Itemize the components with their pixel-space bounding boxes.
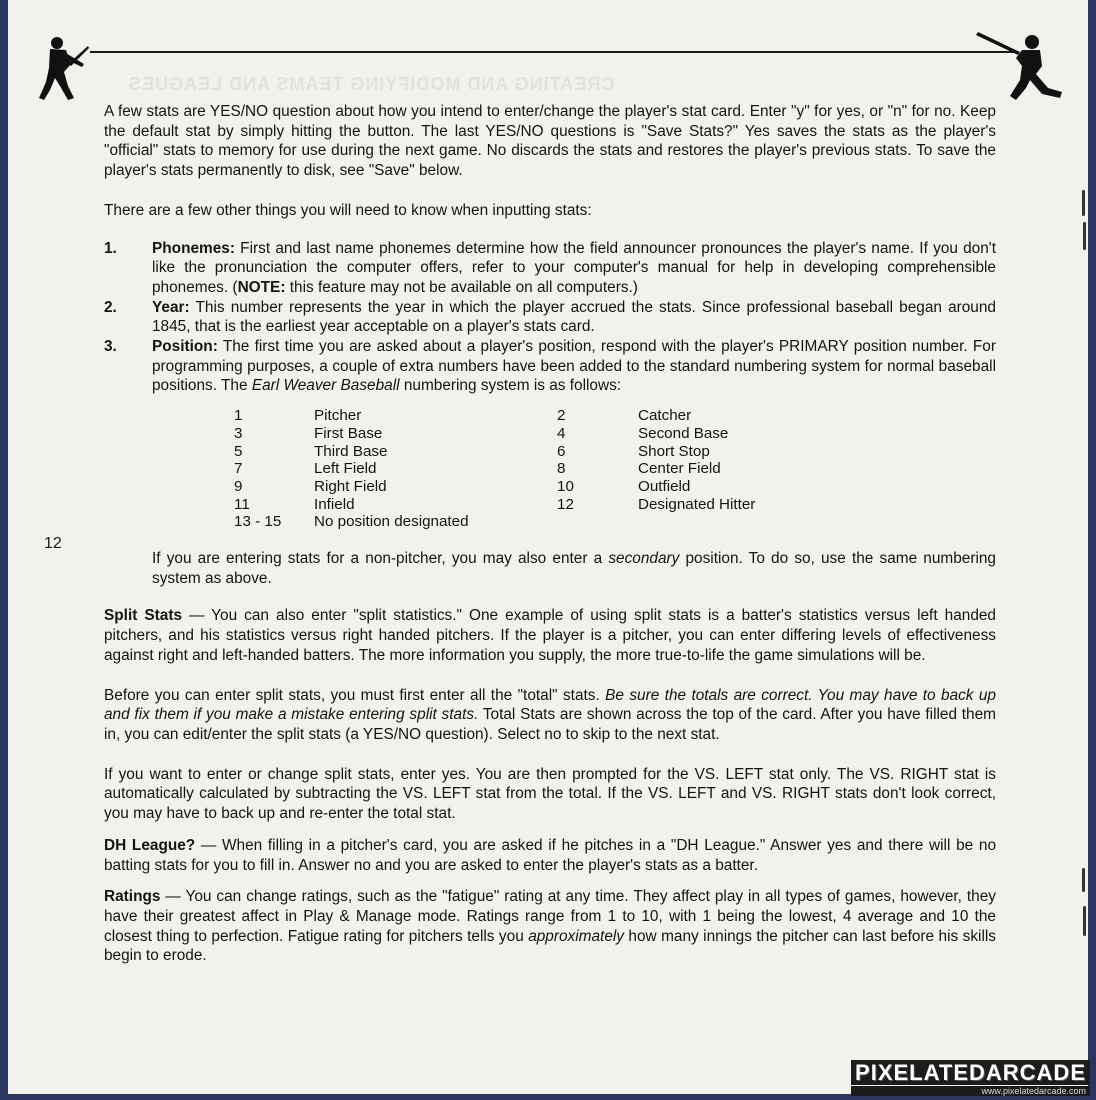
- list-item-phonemes: 1. Phonemes: First and last name phonemes determine how the field announcer pronounces the player's name. If you don't like the pronunciation the computer offers, refer to your computer's manual for help in developing comprehensible phonemes. (NOTE: this feature may not be available on all computers.): [104, 239, 996, 296]
- position-number: 9: [234, 477, 243, 495]
- binder-mark: [1082, 190, 1085, 216]
- note-label: NOTE:: [237, 278, 286, 296]
- header-rule: [90, 51, 1018, 53]
- term-phonemes: Phonemes:: [152, 239, 235, 257]
- manual-page: [8, 0, 1088, 1094]
- position-name: Outfield: [638, 477, 691, 495]
- position-name: Left Field: [314, 460, 377, 478]
- watermark-site: PIXELATEDARCADE: [851, 1060, 1090, 1085]
- position-number: 11: [234, 495, 250, 513]
- position-number-table: [234, 407, 996, 531]
- position-name: Catcher: [638, 407, 692, 425]
- batter-swinging-icon: [976, 22, 1066, 104]
- position-number: 1: [234, 407, 243, 425]
- term-year: Year:: [152, 298, 190, 316]
- position-name: [638, 513, 838, 531]
- position-name: Right Field: [314, 477, 387, 495]
- page-body: [104, 102, 996, 966]
- position-name: Center Field: [638, 460, 721, 478]
- position-name: Infield: [314, 495, 355, 513]
- dh-league-paragraph: DH League? — When filling in a pitcher's card, you are asked if he pitches in a "DH League." Answer yes and there will be no batting stats for you to fill in. Answer no and you are asked to enter the player's stats as a batter.: [104, 836, 996, 874]
- position-number: 4: [557, 424, 566, 442]
- list-item-position: 3. Position: The first time you are asked about a player's position, respond with the player's PRIMARY position number. For programming purposes, a couple of extra numbers have been added to the standard numbering system for normal baseball positions. The Earl Weaver Baseball numbering system is as follows:: [104, 338, 996, 395]
- position-name: Second Base: [638, 424, 729, 442]
- ratings-title: Ratings: [104, 888, 161, 906]
- binder-mark: [1082, 868, 1085, 892]
- show-through-text: CREATING AND MODIFYING TEAMS AND LEAGUES: [128, 74, 615, 94]
- split-stats-title: Split Stats: [104, 607, 183, 625]
- game-title: Earl Weaver Baseball: [251, 377, 400, 395]
- page-number: 12: [44, 535, 62, 552]
- site-watermark: [851, 1060, 1090, 1096]
- position-number: 2: [557, 407, 566, 425]
- position-number: 12: [557, 495, 574, 513]
- position-number: 7: [234, 460, 243, 478]
- binder-mark: [1083, 906, 1086, 936]
- watermark-url: www.pixelatedarcade.com: [851, 1086, 1090, 1096]
- enter-split-paragraph: If you want to enter or change split stats, enter yes. You are then prompted for the VS. LEFT stat only. The VS. RIGHT stat is automatically calculated by subtracting the VS. LEFT stat from the total. If the VS. LEFT and VS. RIGHT stats don't look correct, you may have to back up and re-enter the total stat.: [104, 765, 996, 823]
- position-number: [557, 513, 638, 531]
- position-name: No position designated: [314, 513, 469, 531]
- position-number: 8: [557, 460, 566, 478]
- dh-league-title: DH League?: [104, 836, 196, 854]
- binder-mark: [1083, 222, 1086, 250]
- position-number: 3: [234, 424, 243, 442]
- term-position: Position:: [152, 338, 218, 356]
- batter-crouching-icon: [38, 34, 90, 102]
- position-name: Designated Hitter: [638, 495, 756, 513]
- position-name: Pitcher: [314, 407, 362, 425]
- position-number: 5: [234, 442, 243, 460]
- intro-paragraph: A few stats are YES/NO question about how you intend to enter/change the player's stat card. Enter "y" for yes, or "n" for no. Keep the default stat by simply hitting the button. The last YES/NO questions is "Save Stats?" Yes saves the stats as the player's "official" stats to memory for use during the next game. No discards the stats and restores the player's previous stats. To save the player's stats permanently to disk, see "Save" below.: [104, 103, 996, 180]
- split-stats-paragraph: Split Stats — You can also enter "split statistics." One example of using split stats is a batter's statistics versus left handed pitchers, and his statistics versus right handed pitchers. If the player is a pitcher, you can enter differing levels of effectiveness against right and left-handed batters. The more information you supply, the more true-to-life the game simulations will be.: [104, 607, 996, 664]
- position-number: 10: [557, 477, 574, 495]
- position-name: Short Stop: [638, 442, 710, 460]
- before-split-paragraph: Before you can enter split stats, you must first enter all the "total" stats. Be sure the totals are correct. You may have to back up and fix them if you make a mistake entering split stats. Total Stats are shown across the top of the card. After you have filled them in, you can edit/enter the split stats (a YES/NO question). Select no to skip to the next stat.: [104, 686, 996, 743]
- list-item-year: 2. Year: This number represents the year in which the player accrued the stats. Since professional baseball began around 1845, that is the earliest year acceptable on a player's stats card.: [104, 298, 996, 336]
- position-number: 6: [557, 442, 566, 460]
- other-things-line: There are a few other things you will need to know when inputting stats:: [104, 201, 592, 219]
- position-name: First Base: [314, 424, 383, 442]
- position-number: 13 - 15: [234, 513, 282, 531]
- secondary-position-paragraph: If you are entering stats for a non-pitcher, you may also enter a secondary position. To do so, use the same numbering system as above.: [152, 550, 996, 587]
- ratings-paragraph: Ratings — You can change ratings, such as the "fatigue" rating at any time. They affect play in all types of games, however, they have their greatest affect in Play & Manage mode. Ratings range from 1 to 10, with 1 being the lowest, 4 average and 10 the closest thing to perfection. Fatigue rating for pitchers tells you approximately how many innings the pitcher can last before his skills begin to erode.: [104, 888, 996, 965]
- position-name: Third Base: [314, 442, 388, 460]
